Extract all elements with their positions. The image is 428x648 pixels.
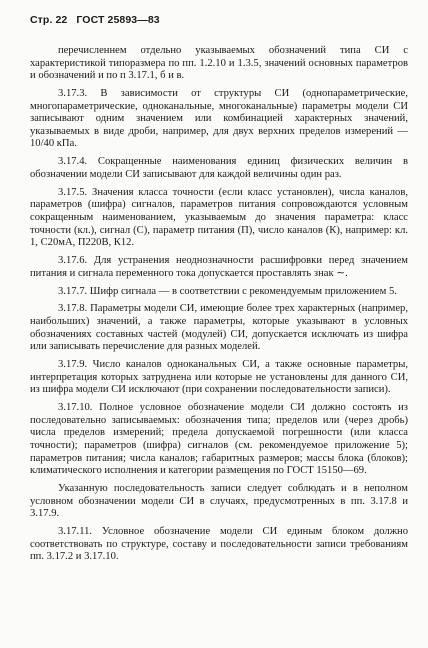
paragraph: перечисленнем отдельно указываемых обозначений типа СИ с характеристикой типоразмера по пп. 1.2.10 и 1.3.5, значений основных параметров и обозначений и по п 3.17.1, б и в. — [30, 45, 408, 82]
paragraph: 3.17.9. Число каналов одноканальных СИ, а также основные параметры, интерпретация которых затруднена или которые не установлены для данного СИ, из шифра модели СИ исключают (при сохранении последовательности записи). — [30, 359, 408, 396]
paragraph: 3.17.11. Условное обозначение модели СИ единым блоком должно соответствовать по структуре, составу и последовательности записи требованиям пп. 3.17.2 и 3.17.10. — [30, 526, 408, 563]
page-number: Стр. 22 — [30, 14, 68, 26]
paragraph: Указанную последовательность записи следует соблюдать и в неполном условном обозначении модели СИ в случаях, предусмотренных в пп. 3.17.8 и 3.17.9. — [30, 483, 408, 520]
paragraph: 3.17.8. Параметры модели СИ, имеющие более трех характерных (например, наибольших) значений, а также параметры, которые указывают в условных обозначениях составных частей (модулей) СИ, допускается исключать из шифра или записывать перечисление для разных моделей. — [30, 303, 408, 353]
paragraph: 3.17.3. В зависимости от структуры СИ (однопараметрические, многопараметрические, одноканальные, многоканальные) параметры модели СИ записывают одним значением или комбинацией характерных значений, указываемых в виде дроби, например, для двух верхних пределов измерений — 10/40 кПа. — [30, 88, 408, 150]
document-body — [30, 45, 408, 569]
paragraph: 3.17.10. Полное условное обозначение модели СИ должно состоять из последовательно записываемых: обозначения типа; пределов или (через дробь) числа пределов измерений; предела допускаемой погрешности (или класса точности); параметров (шифра) сигналов (см. рекомендуемое приложение 5); параметров питания; числа каналов; габаритных размеров; массы блока (блоков); климатического исполнения и категории размещения по ГОСТ 15150—69. — [30, 402, 408, 477]
paragraph: 3.17.6. Для устранения неоднозначности расшифровки перед значением питания и сигнала переменного тока допускается проставлять знак ∼. — [30, 255, 408, 279]
standard-code: ГОСТ 25893—83 — [76, 14, 160, 26]
paragraph: 3.17.4. Сокращенные наименования единиц физических величин в обозначении модели СИ записывают для каждой величины один раз. — [30, 156, 408, 180]
page-header — [30, 14, 160, 26]
paragraph: 3.17.5. Значения класса точности (если класс установлен), числа каналов, параметров (шифра) сигналов, параметров питания сопровождаются условным сокращенным наименованием, указываемым до значения параметра: класс точности (кл.), сигнал (С), параметр питания (П), число каналов (К), например: кл. 1, С20мА, П220В, К12. — [30, 186, 408, 249]
paragraph: 3.17.7. Шифр сигнала — в соответствии с рекомендуемым приложением 5. — [58, 285, 397, 297]
